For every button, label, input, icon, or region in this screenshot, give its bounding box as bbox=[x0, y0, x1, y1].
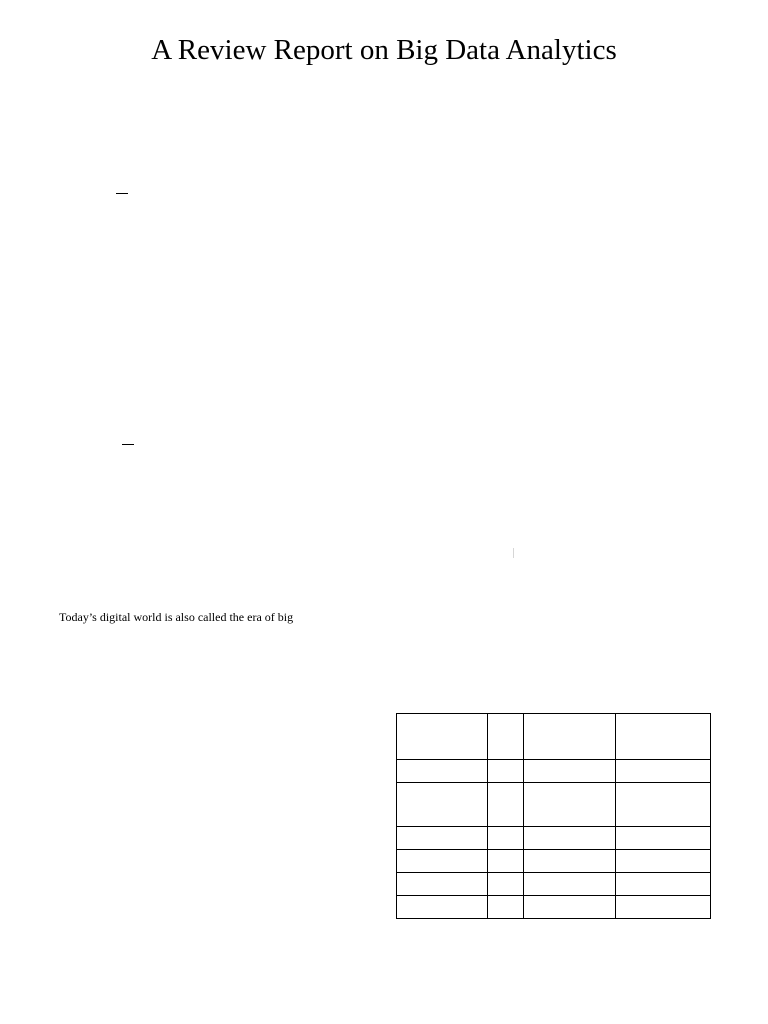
table-cell bbox=[616, 760, 711, 783]
table-row bbox=[397, 873, 711, 896]
table-cell bbox=[616, 783, 711, 827]
table-cell bbox=[397, 850, 488, 873]
table-row bbox=[397, 827, 711, 850]
table-cell bbox=[488, 896, 524, 919]
table-cell bbox=[397, 827, 488, 850]
table-cell bbox=[397, 896, 488, 919]
table-cell bbox=[616, 896, 711, 919]
table-cell bbox=[524, 896, 616, 919]
table-cell bbox=[488, 827, 524, 850]
body-text-line: Today’s digital world is also called the era of big bbox=[59, 610, 294, 624]
table-cell bbox=[616, 827, 711, 850]
table-row bbox=[397, 783, 711, 827]
table-cell bbox=[488, 783, 524, 827]
table-cell bbox=[488, 873, 524, 896]
dash-mark bbox=[116, 193, 128, 194]
table-row bbox=[397, 714, 711, 760]
table-cell bbox=[397, 760, 488, 783]
table-cell bbox=[616, 850, 711, 873]
table-cell bbox=[397, 714, 488, 760]
empty-table bbox=[396, 713, 711, 919]
table-row bbox=[397, 760, 711, 783]
table-cell bbox=[616, 873, 711, 896]
document-title: A Review Report on Big Data Analytics bbox=[151, 34, 617, 66]
table-cell bbox=[524, 827, 616, 850]
table-cell bbox=[524, 783, 616, 827]
table-row bbox=[397, 850, 711, 873]
table-cell bbox=[397, 873, 488, 896]
table-cell bbox=[488, 850, 524, 873]
table-cell bbox=[616, 714, 711, 760]
table-cell bbox=[397, 783, 488, 827]
table-cell bbox=[488, 760, 524, 783]
table-cell bbox=[488, 714, 524, 760]
table-cell bbox=[524, 760, 616, 783]
table-cell bbox=[524, 873, 616, 896]
dash-mark bbox=[122, 444, 134, 445]
table-row bbox=[397, 896, 711, 919]
faint-tick-mark bbox=[513, 548, 514, 558]
table-cell bbox=[524, 714, 616, 760]
table-cell bbox=[524, 850, 616, 873]
